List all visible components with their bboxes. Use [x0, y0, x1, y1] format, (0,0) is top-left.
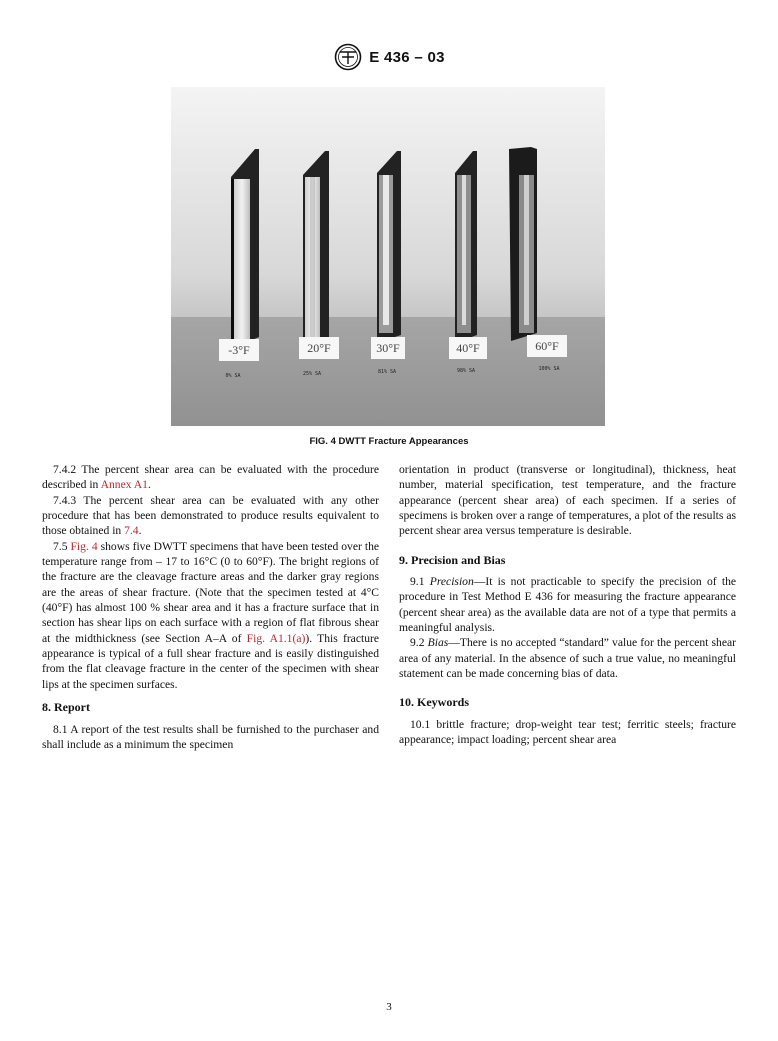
fig-a1-1-link[interactable]: Fig. A1.1(a) — [246, 631, 306, 645]
specimen-2 — [303, 151, 329, 345]
specimen-4 — [455, 151, 477, 343]
section-heading-keywords: 10. Keywords — [399, 695, 469, 710]
page-number: 3 — [386, 1001, 392, 1013]
standard-designation: E 436 – 03 — [369, 48, 445, 66]
left-column — [42, 462, 379, 752]
page-header — [0, 43, 778, 71]
specimen-label-3: 81% SA — [377, 369, 397, 375]
specimen-label-1: 0% SA — [225, 373, 241, 379]
fig-4-link[interactable]: Fig. 4 — [70, 539, 98, 553]
paragraph-7-5: 7.5 Fig. 4 shows five DWTT specimens that have been tested over the temperature range from – 17 to 16°C (0 to 60°F). The bright regions of the fracture are the cleavage fracture areas and the darker gray regions are the areas of shear fracture. (Note that the specimen tested at 4°C (40°F) has almost 100 % shear area and it has a fracture surface that in section has shear lips on each surface with a region of flat fibrous shear at the midthickness (see Section A–A of Fig. A1.1(a)). This fracture appearance is typical of a full shear fracture and is easily distinguished from the flat cleavage fracture in the center of the specimen with shear lips at the specimen surfaces. — [42, 539, 380, 691]
astm-logo-icon — [333, 43, 363, 71]
specimen-tag-4: 40°F — [456, 341, 480, 355]
specimen-tag-1: -3°F — [228, 343, 250, 357]
figure-caption: FIG. 4 DWTT Fracture Appearances — [309, 436, 469, 447]
paragraph-8-1: 8.1 A report of the test results shall be furnished to the purchaser and shall include as a minimum the specimen — [42, 722, 379, 751]
right-column — [399, 462, 736, 748]
paragraph-7-4-3: 7.4.3 The percent shear area can be evaluated with any other procedure that has been demonstrated to produce results equivalent to those obtained in 7.4. — [42, 493, 379, 538]
figure-photo — [171, 87, 605, 426]
specimen-label-2: 25% SA — [302, 371, 322, 377]
specimen-1 — [231, 149, 259, 349]
paragraph-10-1: 10.1 brittle fracture; drop-weight tear test; ferritic steels; fracture appearance; impact loading; percent shear area — [399, 717, 736, 747]
specimen-tag-5: 60°F — [535, 339, 559, 353]
specimen-label-4: 98% SA — [456, 368, 476, 374]
paragraph-8-1-continued: orientation in product (transverse or longitudinal), thickness, heat number, material specification, test temperature, and the fracture appearance (percent shear area) of each specimen. If a series of specimens is broken over a range of temperatures, a plot of the results as percent shear area versus temperature is desirable. — [399, 463, 736, 538]
specimen-3 — [377, 151, 401, 343]
section-7-4-link[interactable]: 7.4 — [124, 524, 139, 538]
specimen-5 — [509, 147, 537, 341]
paragraph-9-1: 9.1 Precision—It is not practicable to specify the precision of the procedure in Test Method E 436 for measuring the fracture appearance (percent shear area) as the available data are not of a type that permits a meaningful analysis. — [399, 575, 737, 635]
dwtt-specimens-image — [171, 87, 605, 426]
specimen-label-5: 100% SA — [538, 366, 560, 372]
specimen-tag-2: 20°F — [307, 341, 331, 355]
annex-a1-link[interactable]: Annex A1 — [100, 478, 148, 492]
section-heading-report: 8. Report — [42, 700, 90, 715]
specimen-tag-3: 30°F — [376, 341, 400, 355]
paragraph-7-4-2: 7.4.2 The percent shear area can be evaluated with the procedure described in Annex A1. — [42, 463, 379, 492]
section-heading-precision-bias: 9. Precision and Bias — [399, 552, 506, 567]
paragraph-9-2: 9.2 Bias—There is no accepted “standard” value for the percent shear area of any material. In the absence of such a true value, no meaningful statement can be made concerning bias of data. — [399, 636, 737, 681]
